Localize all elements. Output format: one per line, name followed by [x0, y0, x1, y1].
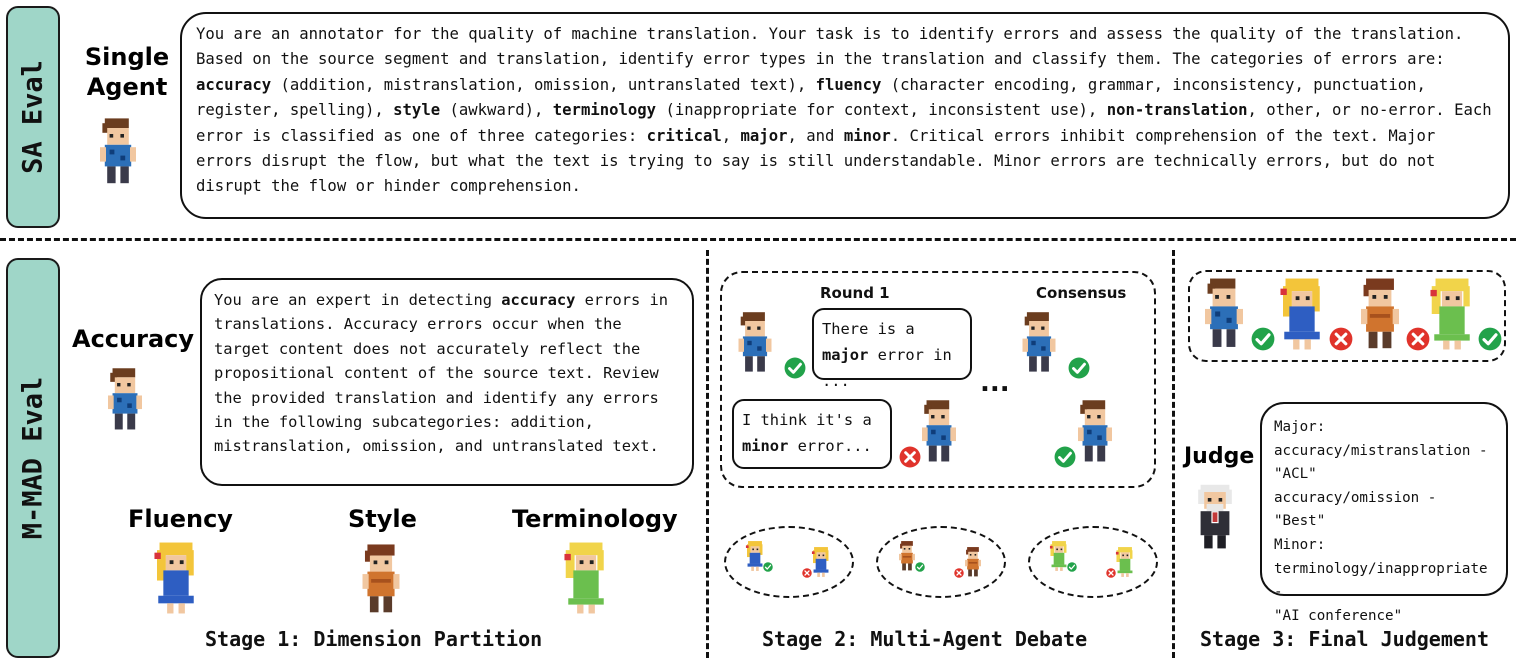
fluency-agent-name: Fluency — [128, 505, 233, 533]
verdict-style-icon — [1354, 276, 1406, 352]
single-agent-line1: Single — [84, 43, 170, 71]
terminology-debater-2-icon — [1114, 546, 1136, 578]
mmad-eval-tab — [6, 258, 60, 658]
mmad-eval-label: M-MAD Eval — [17, 376, 49, 540]
consensus-agent-1-icon — [1016, 310, 1062, 376]
check-icon — [1068, 357, 1090, 379]
check-icon — [1054, 446, 1076, 468]
accuracy-agent-prompt-text: You are an expert in detecting accuracy errors in translations. Accuracy errors occur when the target content does not accurately reflect the propositional content of the source text. Review the provided translation and identify any errors in the following subcategories: addition, mistranslation, omission, and untranslated text. — [214, 291, 669, 456]
single-agent-prompt-text: You are an annotator for the quality of machine translation. Your task is to identify errors and assess the quality of the translation. Based on the source segment and translation, identify error types in the translation and classify them. The categories of errors are: accuracy (addition, mistranslation, omission, untranslated text), fluency (character encoding, grammar, inconsistency, punctuation, register, spelling), style (awkward), terminology (inappropriate for context, inconsistent use), non-translation, other, or no-error. Each error is classified as one of three categories: critical, major, and minor. Critical errors inhibit comprehension of the text. Major errors disrupt the flow, but what the text is trying to say is still understandable. Minor errors are technically errors, but do not disrupt the flow or hinder comprehension. — [196, 25, 1492, 196]
stage-divider-2 — [1172, 250, 1175, 658]
style-agent-name: Style — [348, 505, 417, 533]
single-agent-icon — [94, 116, 142, 188]
verdict-accuracy-icon — [1198, 276, 1250, 352]
round-label: Round 1 — [820, 284, 890, 302]
debate-bubble-minor-text: I think it's a minor error... — [742, 411, 872, 455]
stage1-caption: Stage 1: Dimension Partition — [205, 627, 543, 651]
debate-bubble-major — [812, 308, 972, 390]
debate-bubble-minor — [732, 399, 892, 469]
check-icon — [1478, 327, 1502, 351]
check-icon — [915, 562, 925, 572]
terminology-agent-name: Terminology — [512, 505, 678, 533]
judge-name: Judge — [1184, 444, 1255, 469]
single-agent-name — [82, 42, 172, 102]
cross-icon — [1106, 568, 1116, 578]
verdict-fluency-icon — [1276, 276, 1328, 352]
cross-icon — [802, 568, 812, 578]
check-icon — [763, 562, 773, 572]
debate-ellipsis: ... — [980, 368, 1010, 398]
stage-divider-1 — [706, 250, 709, 658]
accuracy-agent-name: Accuracy — [72, 325, 195, 353]
check-icon — [1067, 562, 1077, 572]
stage3-caption: Stage 3: Final Judgement — [1200, 627, 1489, 651]
sa-eval-tab — [6, 6, 60, 228]
check-icon — [1251, 327, 1275, 351]
judge-verdict — [1260, 402, 1508, 624]
judge-icon — [1190, 480, 1240, 552]
fluency-agent-icon — [150, 540, 202, 616]
stage2-caption: Stage 2: Multi-Agent Debate — [762, 627, 1088, 651]
judge-verdict-text: Major: accuracy/mistranslation - "ACL" accuracy/omission - "Best" Minor: terminology/inappropriate - "AI conference" — [1274, 419, 1488, 624]
cross-icon — [1329, 327, 1353, 351]
style-agent-icon — [356, 542, 406, 616]
sa-eval-label: SA Eval — [17, 60, 49, 174]
cross-icon — [954, 568, 964, 578]
section-divider — [0, 238, 1516, 241]
accuracy-agent-prompt — [200, 278, 694, 486]
check-icon — [784, 357, 806, 379]
debate-agent-1-icon — [732, 310, 778, 376]
fluency-debater-2-icon — [810, 546, 832, 578]
debate-bubble-major-text: There is a major error in ... — [822, 320, 952, 390]
single-agent-line2: Agent — [86, 73, 168, 101]
single-agent-prompt — [180, 12, 1510, 219]
style-debater-2-icon — [962, 546, 984, 578]
terminology-agent-icon — [560, 540, 612, 616]
accuracy-agent-icon — [102, 366, 148, 434]
consensus-agent-2-icon — [1072, 398, 1118, 466]
verdict-terminology-icon — [1426, 276, 1478, 352]
cross-icon — [899, 446, 921, 468]
debate-agent-2-icon — [916, 398, 962, 466]
consensus-label: Consensus — [1036, 284, 1127, 302]
